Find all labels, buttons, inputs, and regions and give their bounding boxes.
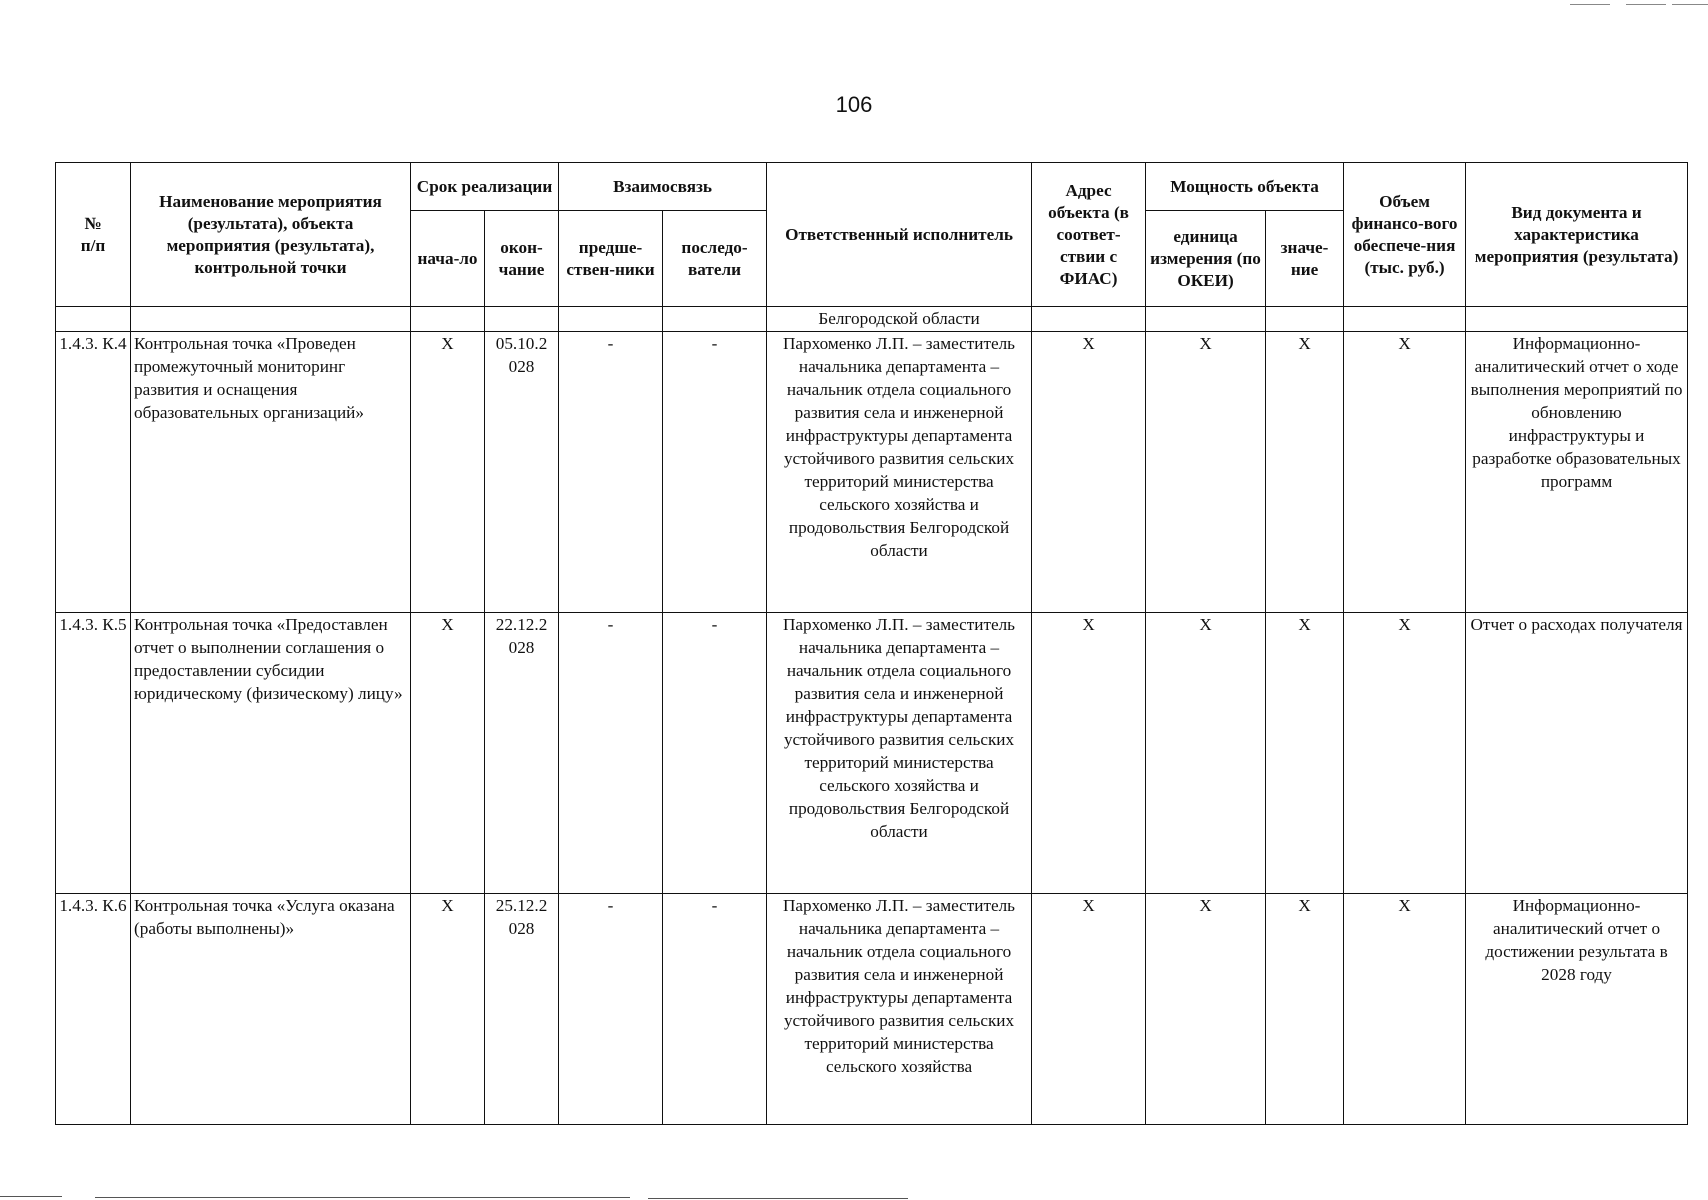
scan-artifact-line	[1672, 4, 1708, 5]
row-start: X	[411, 894, 485, 1125]
header-capacity: Мощность объекта	[1146, 163, 1344, 211]
row-num: 1.4.3. К.5	[56, 613, 131, 894]
row-value: X	[1266, 894, 1344, 1125]
row-unit: X	[1146, 894, 1266, 1125]
row-prev: -	[559, 332, 663, 613]
row-num: 1.4.3. К.4	[56, 332, 131, 613]
row-end: 25.12.2 028	[485, 894, 559, 1125]
row-prev: -	[559, 894, 663, 1125]
row-name: Контрольная точка «Услуга оказана (работы выполнены)»	[131, 894, 411, 1125]
header-finance: Объем финансо-вого обеспече-ния (тыс. руб.)	[1344, 163, 1466, 307]
row-value: X	[1266, 613, 1344, 894]
row-address: X	[1032, 613, 1146, 894]
row-start: X	[411, 613, 485, 894]
header-address: Адрес объекта (в соответ-ствии с ФИАС)	[1032, 163, 1146, 307]
header-link-prev: предше-ствен-ники	[559, 211, 663, 307]
row-next: -	[663, 894, 767, 1125]
row-responsible: Пархоменко Л.П. – заместитель начальника департамента – начальник отдела социального развития села и инженерной инфраструктуры департамента устойчивого развития сельских территорий министерства сельского хозяйства и продовольствия Белгородской области	[767, 332, 1032, 613]
row-prev: -	[559, 613, 663, 894]
table-row	[56, 613, 1688, 894]
row-responsible: Пархоменко Л.П. – заместитель начальника департамента – начальник отдела социального развития села и инженерной инфраструктуры департамента устойчивого развития сельских территорий министерства сельского хозяйства и продовольствия Белгородской области	[767, 613, 1032, 894]
table-row	[56, 894, 1688, 1125]
events-table	[55, 162, 1688, 1125]
header-responsible: Ответственный исполнитель	[767, 163, 1032, 307]
continuation-text: Белгородской области	[767, 307, 1032, 332]
header-doc-type: Вид документа и характеристика мероприятия (результата)	[1466, 163, 1688, 307]
row-finance: X	[1344, 894, 1466, 1125]
header-term-end: окон-чание	[485, 211, 559, 307]
row-name: Контрольная точка «Предоставлен отчет о выполнении соглашения о предоставлении субсидии юридическому (физическому) лицу»	[131, 613, 411, 894]
header-name: Наименование мероприятия (результата), объекта мероприятия (результата), контрольной точки	[131, 163, 411, 307]
row-value: X	[1266, 332, 1344, 613]
row-unit: X	[1146, 332, 1266, 613]
page-number: 106	[835, 92, 873, 117]
header-link-next: последо-ватели	[663, 211, 767, 307]
scan-artifact-line	[0, 1196, 62, 1197]
header-capacity-value: значе-ние	[1266, 211, 1344, 307]
row-next: -	[663, 613, 767, 894]
table-row	[56, 307, 1688, 332]
row-num: 1.4.3. К.6	[56, 894, 131, 1125]
row-name: Контрольная точка «Проведен промежуточный мониторинг развития и оснащения образовательных организаций»	[131, 332, 411, 613]
row-address: X	[1032, 894, 1146, 1125]
row-doc: Информационно-аналитический отчет о достижении результата в 2028 году	[1466, 894, 1688, 1125]
row-start: X	[411, 332, 485, 613]
row-end: 05.10.2 028	[485, 332, 559, 613]
scan-artifact-line	[1570, 4, 1610, 5]
row-responsible: Пархоменко Л.П. – заместитель начальника департамента – начальник отдела социального развития села и инженерной инфраструктуры департамента устойчивого развития сельских территорий министерства сельского хозяйства	[767, 894, 1032, 1125]
header-capacity-unit: единица измерения (по ОКЕИ)	[1146, 211, 1266, 307]
row-doc: Информационно-аналитический отчет о ходе выполнения мероприятий по обновлению инфраструктуры и разработке образовательных программ	[1466, 332, 1688, 613]
header-num: № п/п	[56, 163, 131, 307]
row-next: -	[663, 332, 767, 613]
row-end: 22.12.2 028	[485, 613, 559, 894]
scan-artifact-line	[648, 1198, 908, 1199]
table-row	[56, 332, 1688, 613]
row-doc: Отчет о расходах получателя	[1466, 613, 1688, 894]
row-unit: X	[1146, 613, 1266, 894]
row-finance: X	[1344, 613, 1466, 894]
header-term: Срок реализации	[411, 163, 559, 211]
scan-artifact-line	[1626, 4, 1666, 5]
header-link: Взаимосвязь	[559, 163, 767, 211]
row-address: X	[1032, 332, 1146, 613]
row-finance: X	[1344, 332, 1466, 613]
header-term-start: нача-ло	[411, 211, 485, 307]
scan-artifact-line	[95, 1197, 630, 1198]
